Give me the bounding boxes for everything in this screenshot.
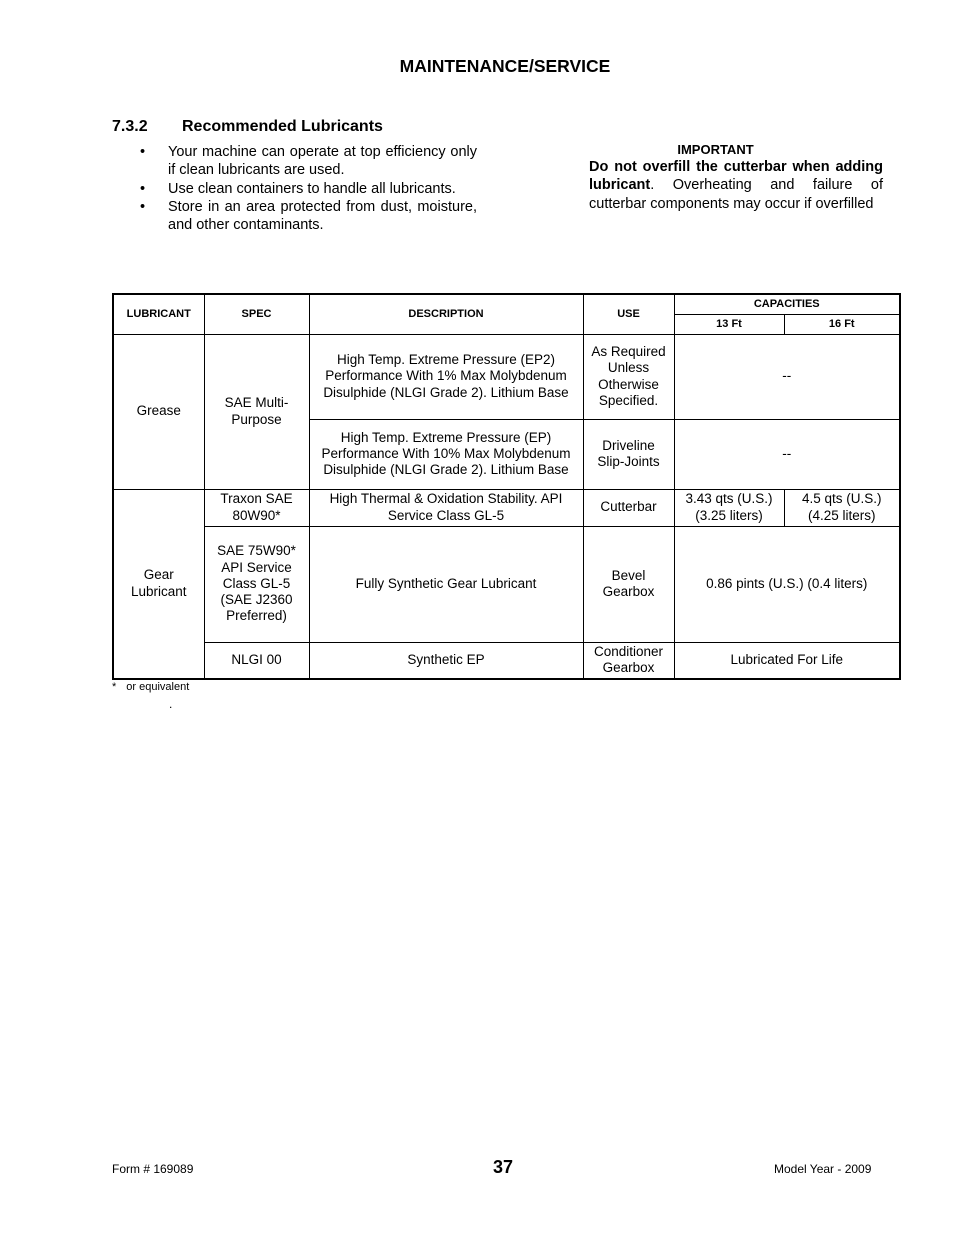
description-cell: High Temp. Extreme Pressure (EP2) Performance With 1% Max Molybdenum Disulphide (NLGI Grade 2). Lithium Base: [309, 334, 583, 419]
capacity-cell: --: [674, 419, 900, 489]
capacity-cell: 0.86 pints (U.S.) (0.4 liters): [674, 526, 900, 642]
use-cell: Bevel Gearbox: [583, 526, 674, 642]
spec-cell: SAE 75W90* API Service Class GL-5 (SAE J2360 Preferred): [204, 526, 309, 642]
spec-cell: NLGI 00: [204, 642, 309, 679]
table-header-row: [113, 294, 900, 314]
bullet-icon: •: [140, 180, 146, 197]
header-13ft: 13 Ft: [674, 314, 784, 334]
capacity-16ft-cell: 4.5 qts (U.S.) (4.25 liters): [784, 489, 900, 526]
bullet-text: Your machine can operate at top efficiency only if clean lubricants are used.: [168, 144, 477, 179]
table-row: [113, 334, 900, 419]
gear-lubricant-cell: Gear Lubricant: [113, 489, 204, 679]
table-row: [113, 526, 900, 642]
description-cell: High Thermal & Oxidation Stability. API Service Class GL-5: [309, 489, 583, 526]
important-notice: [589, 158, 883, 213]
description-cell: Fully Synthetic Gear Lubricant: [309, 526, 583, 642]
description-cell: High Temp. Extreme Pressure (EP) Performance With 10% Max Molybdenum Disulphide (NLGI Grade 2). Lithium Base: [309, 419, 583, 489]
header-use: USE: [583, 294, 674, 334]
footnote-text: or equivalent: [126, 681, 190, 693]
header-description: DESCRIPTION: [309, 294, 583, 334]
lubricants-table: [112, 293, 901, 680]
bullet-item: [140, 198, 477, 235]
bullet-text: Store in an area protected from dust, moisture, and other contaminants.: [168, 198, 477, 234]
bullet-item: [140, 143, 477, 180]
model-year: Model Year - 2009: [774, 1162, 872, 1176]
stray-mark: .: [169, 697, 173, 711]
form-number: Form # 169089: [112, 1162, 194, 1176]
grease-lubricant-cell: Grease: [113, 334, 204, 489]
capacity-cell: --: [674, 334, 900, 419]
header-capacities: CAPACITIES: [674, 294, 900, 314]
section-title: Recommended Lubricants: [182, 118, 383, 135]
bullet-list: [140, 143, 477, 234]
use-cell: As Required Unless Otherwise Specified.: [583, 334, 674, 419]
important-heading: IMPORTANT: [677, 142, 754, 157]
header-spec: SPEC: [204, 294, 309, 334]
footnote: [112, 681, 189, 693]
use-cell: Conditioner Gearbox: [583, 642, 674, 679]
use-cell: Cutterbar: [583, 489, 674, 526]
capacity-cell: Lubricated For Life: [674, 642, 900, 679]
header-lubricant: LUBRICANT: [113, 294, 204, 334]
bullet-item: [140, 180, 477, 198]
important-body-text: . Overheating and failure of cutterbar components may occur if overfilled: [589, 177, 883, 212]
bullet-text: Use clean containers to handle all lubricants.: [168, 180, 456, 197]
description-cell: Synthetic EP: [309, 642, 583, 679]
footnote-symbol: *: [112, 681, 117, 693]
table-row: [113, 489, 900, 526]
use-cell: Driveline Slip-Joints: [583, 419, 674, 489]
bullet-icon: •: [140, 198, 146, 215]
bullet-icon: •: [140, 144, 146, 160]
header-16ft: 16 Ft: [784, 314, 900, 334]
grease-spec-cell: SAE Multi-Purpose: [204, 334, 309, 489]
capacity-13ft-cell: 3.43 qts (U.S.) (3.25 liters): [674, 489, 784, 526]
important-bold-text: Do not overfill the cutterbar when adding lubricant: [589, 159, 883, 194]
section-number: 7.3.2: [112, 118, 148, 135]
table-row: [113, 642, 900, 679]
page-title: MAINTENANCE/SERVICE: [399, 56, 611, 76]
spec-cell: Traxon SAE 80W90*: [204, 489, 309, 526]
page-number: 37: [493, 1157, 514, 1177]
